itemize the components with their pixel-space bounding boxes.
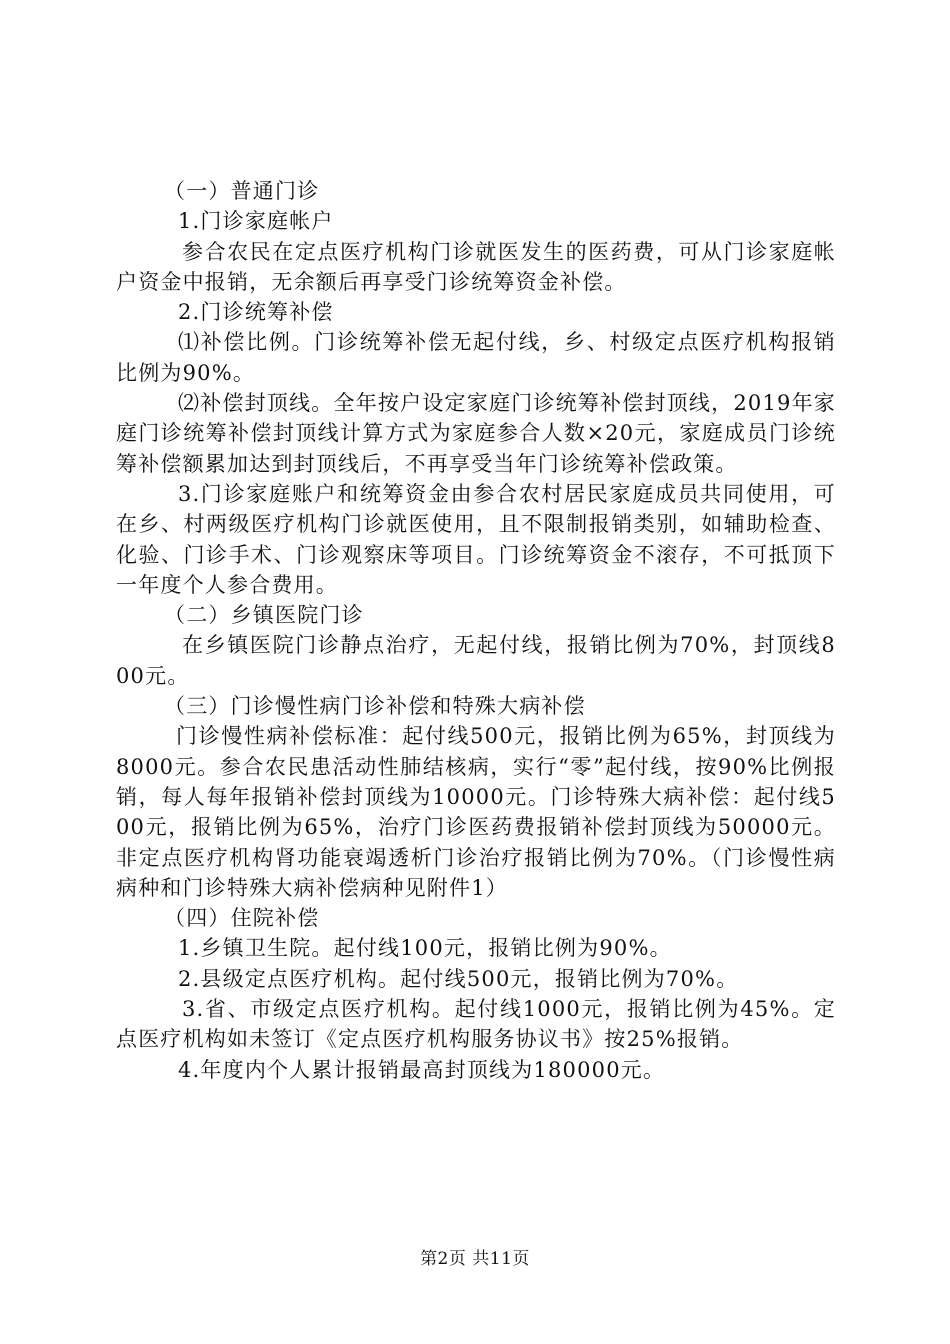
paragraph-compensation-ratio: ⑴补偿比例。门诊统筹补偿无起付线，乡、村级定点医疗机构报销比例为90%。 [116,330,836,385]
page-number-footer: 第2页 共11页 [420,1249,530,1269]
section-heading-inpatient: （四）住院补偿 [164,906,320,931]
paragraph-family-account: 参合农民在定点医疗机构门诊就医发生的医药费，可从门诊家庭帐户资金中报销，无余额后再享受门诊统筹资金补偿。 [116,239,836,294]
section-heading-township-hospital: （二）乡镇医院门诊 [164,603,364,628]
paragraph-annual-cap: 4.年度内个人累计报销最高封顶线为180000元。 [178,1057,666,1082]
document-body [116,176,836,1085]
subheading-family-account: 1.门诊家庭帐户 [178,209,334,234]
paragraph-inpatient-township: 1.乡镇卫生院。起付线100元，报销比例为90%。 [178,936,672,961]
paragraph-shared-use: 3.门诊家庭账户和统筹资金由参合农村居民家庭成员共同使用，可在乡、村两级医疗机构门诊就医使用，且不限制报销类别，如辅助检查、化验、门诊手术、门诊观察床等项目。门诊统筹资金不滚存，不可抵顶下一年度个人参合费用。 [116,481,836,597]
paragraph-inpatient-county: 2.县级定点医疗机构。起付线500元，报销比例为70%。 [178,966,739,991]
paragraph-township-hospital: 在乡镇医院门诊静点治疗，无起付线，报销比例为70%，封顶线800元。 [116,633,836,688]
section-heading-general-outpatient: （一）普通门诊 [164,179,320,203]
paragraph-chronic-disease: 门诊慢性病补偿标准：起付线500元，报销比例为65%，封顶线为8000元。参合农民患活动性肺结核病，实行“零”起付线，按90%比例报销，每人每年报销补偿封顶线为10000元。门诊特殊大病补偿：起付线500元，报销比例为65%，治疗门诊医药费报销补偿封顶线为50000元。非定点医疗机构肾功能衰竭透析门诊治疗报销比例为70%。（门诊慢性病病种和门诊特殊大病补偿病种见附件1） [116,724,836,900]
subheading-pooled-compensation: 2.门诊统筹补偿 [178,300,334,325]
paragraph-inpatient-provincial: 3.省、市级定点医疗机构。起付线1000元，报销比例为45%。定点医疗机构如未签订《定点医疗机构服务协议书》按25%报销。 [116,997,836,1052]
paragraph-compensation-cap: ⑵补偿封顶线。全年按户设定家庭门诊统筹补偿封顶线，2019年家庭门诊统筹补偿封顶线计算方式为家庭参合人数×20元，家庭成员门诊统筹补偿额累加达到封顶线后，不再享受当年门诊统筹补偿政策。 [116,391,836,476]
section-heading-chronic-disease: （三）门诊慢性病门诊补偿和特殊大病补偿 [164,694,586,719]
